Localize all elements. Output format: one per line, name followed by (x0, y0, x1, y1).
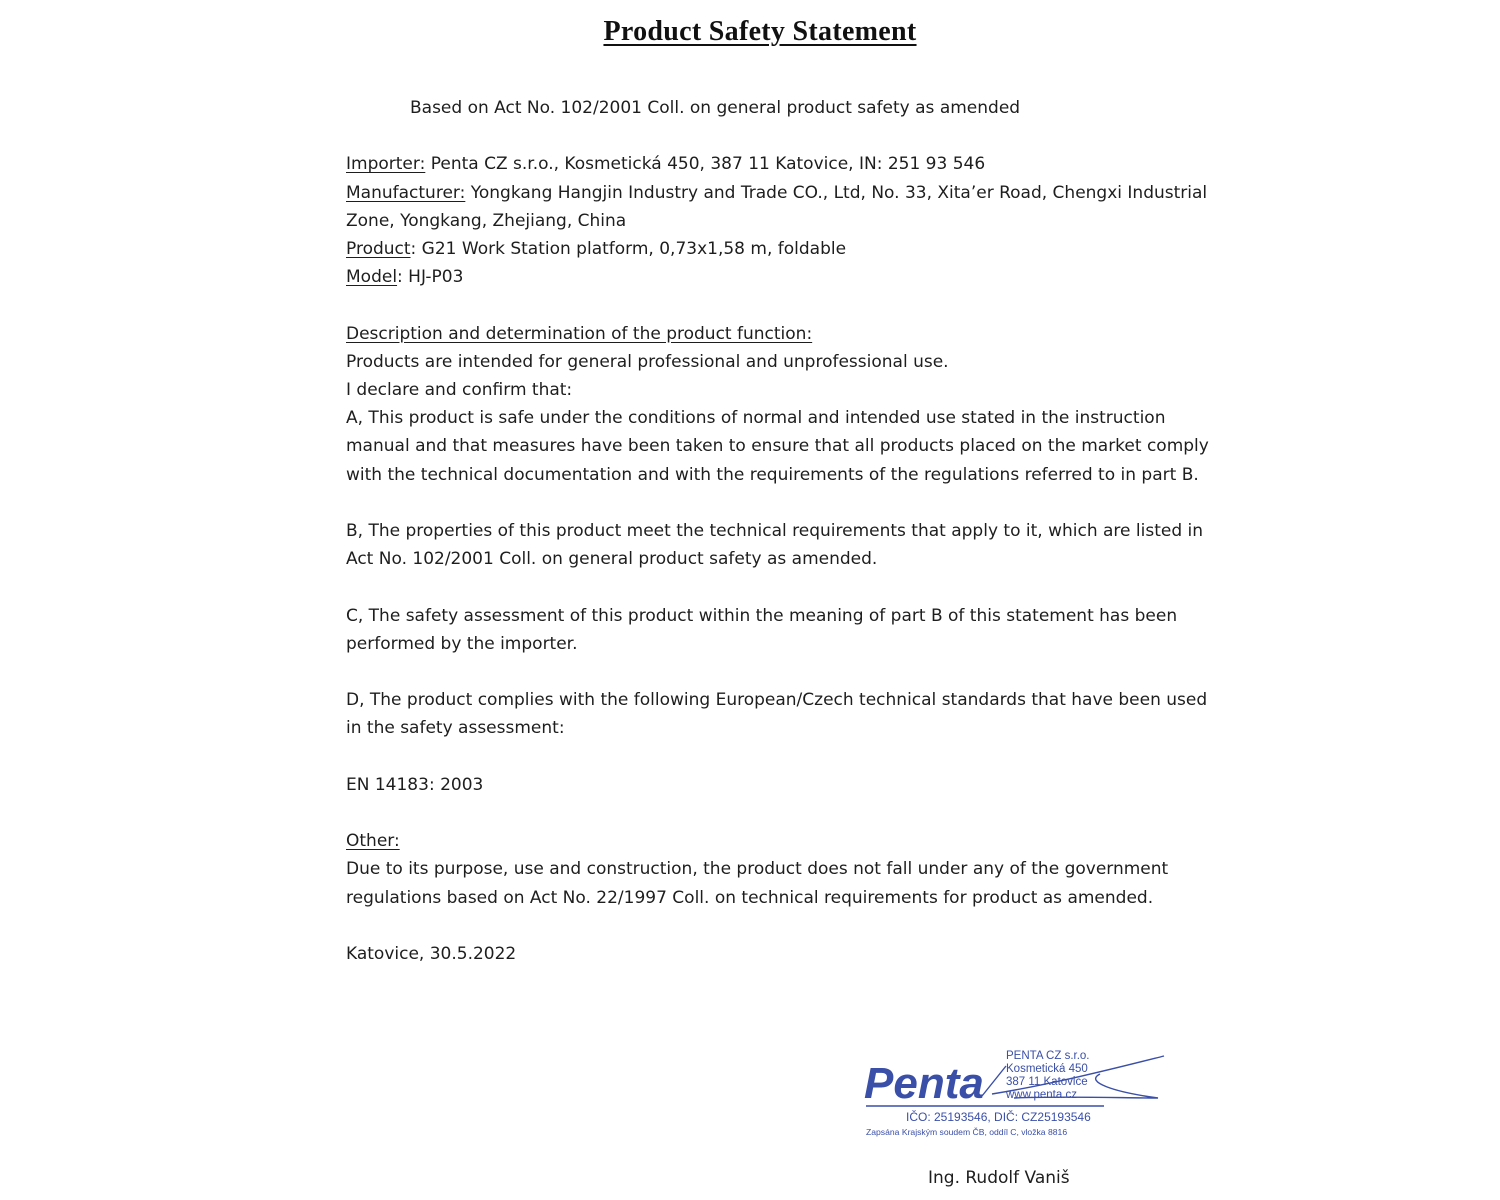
stamp-city: 387 11 Katovice (1006, 1076, 1088, 1088)
legal-basis: Based on Act No. 102/2001 Coll. on general product safety as amended (410, 98, 1021, 118)
clause-b-line: Act No. 102/2001 Coll. on general product safety as amended. (346, 549, 878, 570)
product-label: Product (346, 239, 411, 259)
stamp-web: www.penta.cz (1006, 1089, 1077, 1101)
importer-value: Penta CZ s.r.o., Kosmetická 450, 387 11 Katovice, IN: 251 93 546 (425, 154, 986, 175)
document-title: Product Safety Statement (603, 16, 917, 47)
standard-reference: EN 14183: 2003 (346, 774, 484, 795)
stamp-ids: IČO: 25193546, DIČ: CZ25193546 (906, 1110, 1091, 1124)
model-value: : HJ-P03 (397, 267, 464, 288)
other-line: Due to its purpose, use and construction, the product does not fall under any of the government (346, 859, 1169, 880)
manufacturer-value: Yongkang Hangjin Industry and Trade CO., Ltd, No. 33, Xita’er Road, Chengxi Industrial (465, 182, 1208, 203)
penta-logo: Penta (864, 1059, 984, 1108)
manufacturer-label: Manufacturer: (346, 182, 466, 203)
declaration-line: I declare and confirm that: (346, 380, 573, 400)
document-body (346, 94, 1209, 968)
model-line (346, 263, 1186, 291)
company-stamp (864, 1048, 1174, 1148)
signer-name: Ing. Rudolf Vaniš (928, 1168, 1070, 1188)
description-heading: Description and determination of the product function: (346, 323, 813, 344)
clause-a-line: manual and that measures have been taken to ensure that all products placed on the market comply (346, 436, 1209, 457)
product-line (346, 235, 1186, 263)
product-value: : G21 Work Station platform, 0,73x1,58 m, foldable (410, 239, 847, 259)
importer-label: Importer: (346, 154, 426, 175)
spacer (346, 573, 1186, 601)
spacer (346, 658, 1186, 686)
importer-line (346, 150, 1186, 178)
spacer (346, 122, 1186, 150)
clause-d-line: in the safety assessment: (346, 718, 565, 739)
clause-c-line: C, The safety assessment of this product within the meaning of part B of this statement has been (346, 605, 1178, 626)
other-line: regulations based on Act No. 22/1997 Coll. on technical requirements for product as amended. (346, 887, 1154, 908)
clause-a-line: with the technical documentation and with the requirements of the regulations referred to in part B. (346, 464, 1199, 485)
clause-d-line: D, The product complies with the following European/Czech technical standards that have been used (346, 690, 1208, 711)
stamp-address (1006, 1050, 1090, 1102)
stamp-registry: Zapsána Krajským soudem ČB, oddíl C, vložka 8816 (866, 1127, 1068, 1137)
spacer (346, 912, 1186, 940)
description-line: Products are intended for general professional and unprofessional use. (346, 351, 949, 372)
clause-c-line: performed by the importer. (346, 633, 578, 654)
spacer (346, 489, 1186, 517)
spacer (346, 799, 1186, 827)
stamp-street: Kosmetická 450 (1006, 1063, 1088, 1075)
place-date: Katovice, 30.5.2022 (346, 943, 517, 964)
clause-b-line: B, The properties of this product meet the technical requirements that apply to it, which are listed in (346, 521, 1204, 541)
spacer (346, 291, 1186, 319)
other-heading: Other: (346, 831, 400, 852)
manufacturer-line-2: Zone, Yongkang, Zhejiang, China (346, 210, 627, 231)
clause-a-line: A, This product is safe under the conditions of normal and intended use stated in the instruction (346, 408, 1166, 429)
spacer (346, 743, 1186, 771)
stamp-company: PENTA CZ s.r.o. (1006, 1050, 1090, 1062)
manufacturer-line (346, 179, 1208, 207)
model-label: Model (346, 267, 398, 288)
